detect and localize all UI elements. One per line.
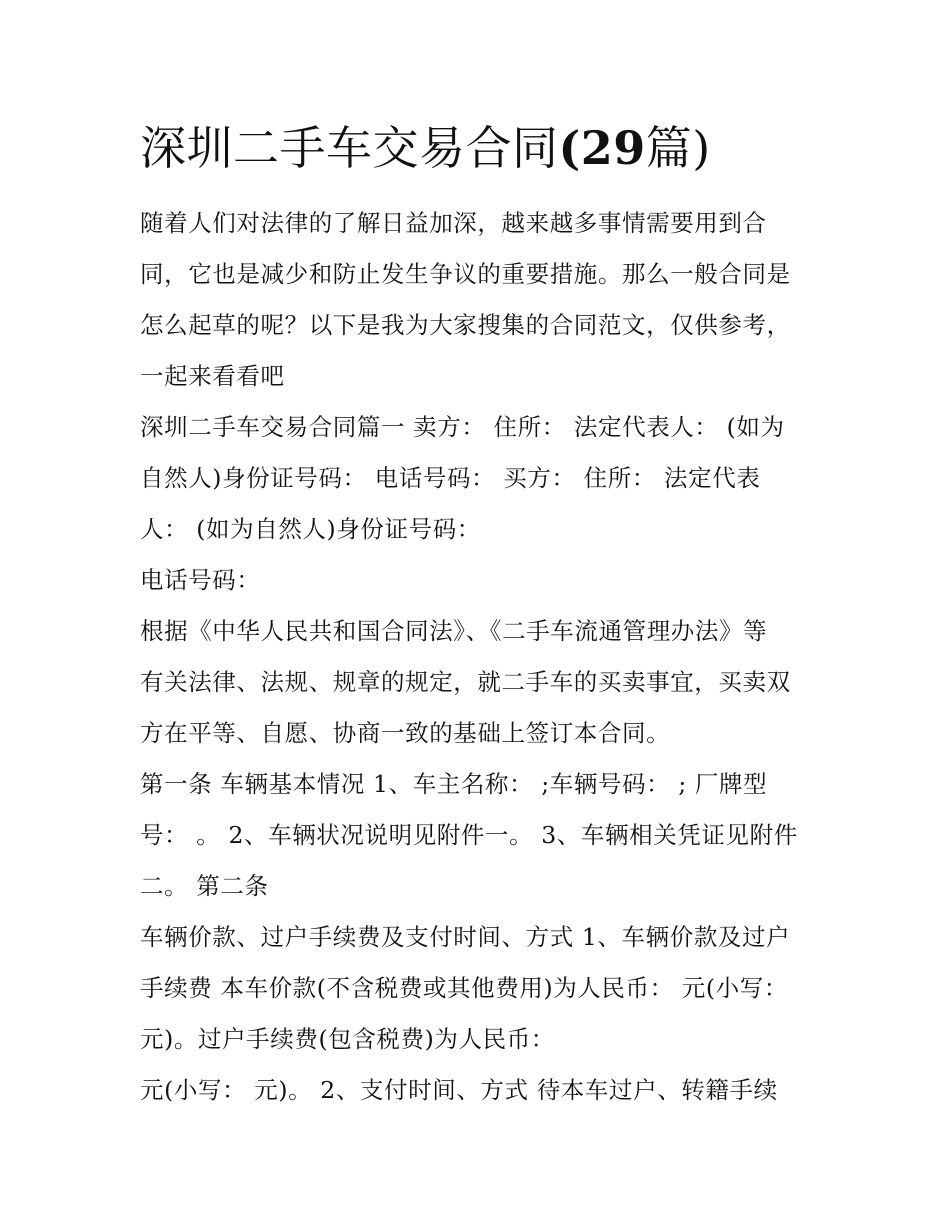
text-line: 号： 。 2、车辆状况说明见附件一。 3、车辆相关凭证见附件 (140, 821, 798, 849)
text-line: 一起来看看吧 (140, 362, 285, 390)
text-line: 第一条 车辆基本情况 1、车主名称： ;车辆号码： ; 厂牌型 (140, 770, 768, 798)
document-title (140, 118, 840, 178)
title-suffix: 篇) (645, 121, 711, 175)
text-line: 人： (如为自然人)身份证号码： (140, 515, 481, 543)
text-line: 同，它也是减少和防止发生争议的重要措施。那么一般合同是 (140, 260, 791, 288)
text-line: 方在平等、自愿、协商一致的基础上签订本合同。 (140, 719, 671, 747)
text-line: 有关法律、法规、规章的规定，就二手车的买卖事宜，买卖双 (140, 668, 791, 696)
text-line: 车辆价款、过户手续费及支付时间、方式 1、车辆价款及过户 (140, 923, 791, 951)
text-line: 自然人)身份证号码： 电话号码： 买方： 住所： 法定代表 (140, 464, 761, 492)
title-count: (29 (558, 121, 646, 175)
text-line: 手续费 本车价款(不含税费或其他费用)为人民币： 元(小写： (140, 974, 788, 1002)
text-line: 深圳二手车交易合同篇一 卖方： 住所： 法定代表人： (如为 (140, 413, 785, 441)
text-line: 电话号码： (140, 566, 261, 594)
text-line: 元(小写： 元)。 2、支付时间、方式 待本车过户、转籍手续 (140, 1076, 778, 1104)
text-line: 怎么起草的呢？以下是我为大家搜集的合同范文，仅供参考， (140, 311, 791, 339)
text-line: 随着人们对法律的了解日益加深，越来越多事情需要用到合 (140, 209, 767, 237)
text-line: 元)。过户手续费(包含税费)为人民币： (140, 1025, 555, 1053)
text-line: 根据《中华人民共和国合同法》、《二手车流通管理办法》等 (140, 617, 768, 645)
document-body (140, 198, 830, 1116)
text-line: 二。 第二条 (140, 872, 269, 900)
title-text: 深圳二手车交易合同 (140, 121, 559, 175)
